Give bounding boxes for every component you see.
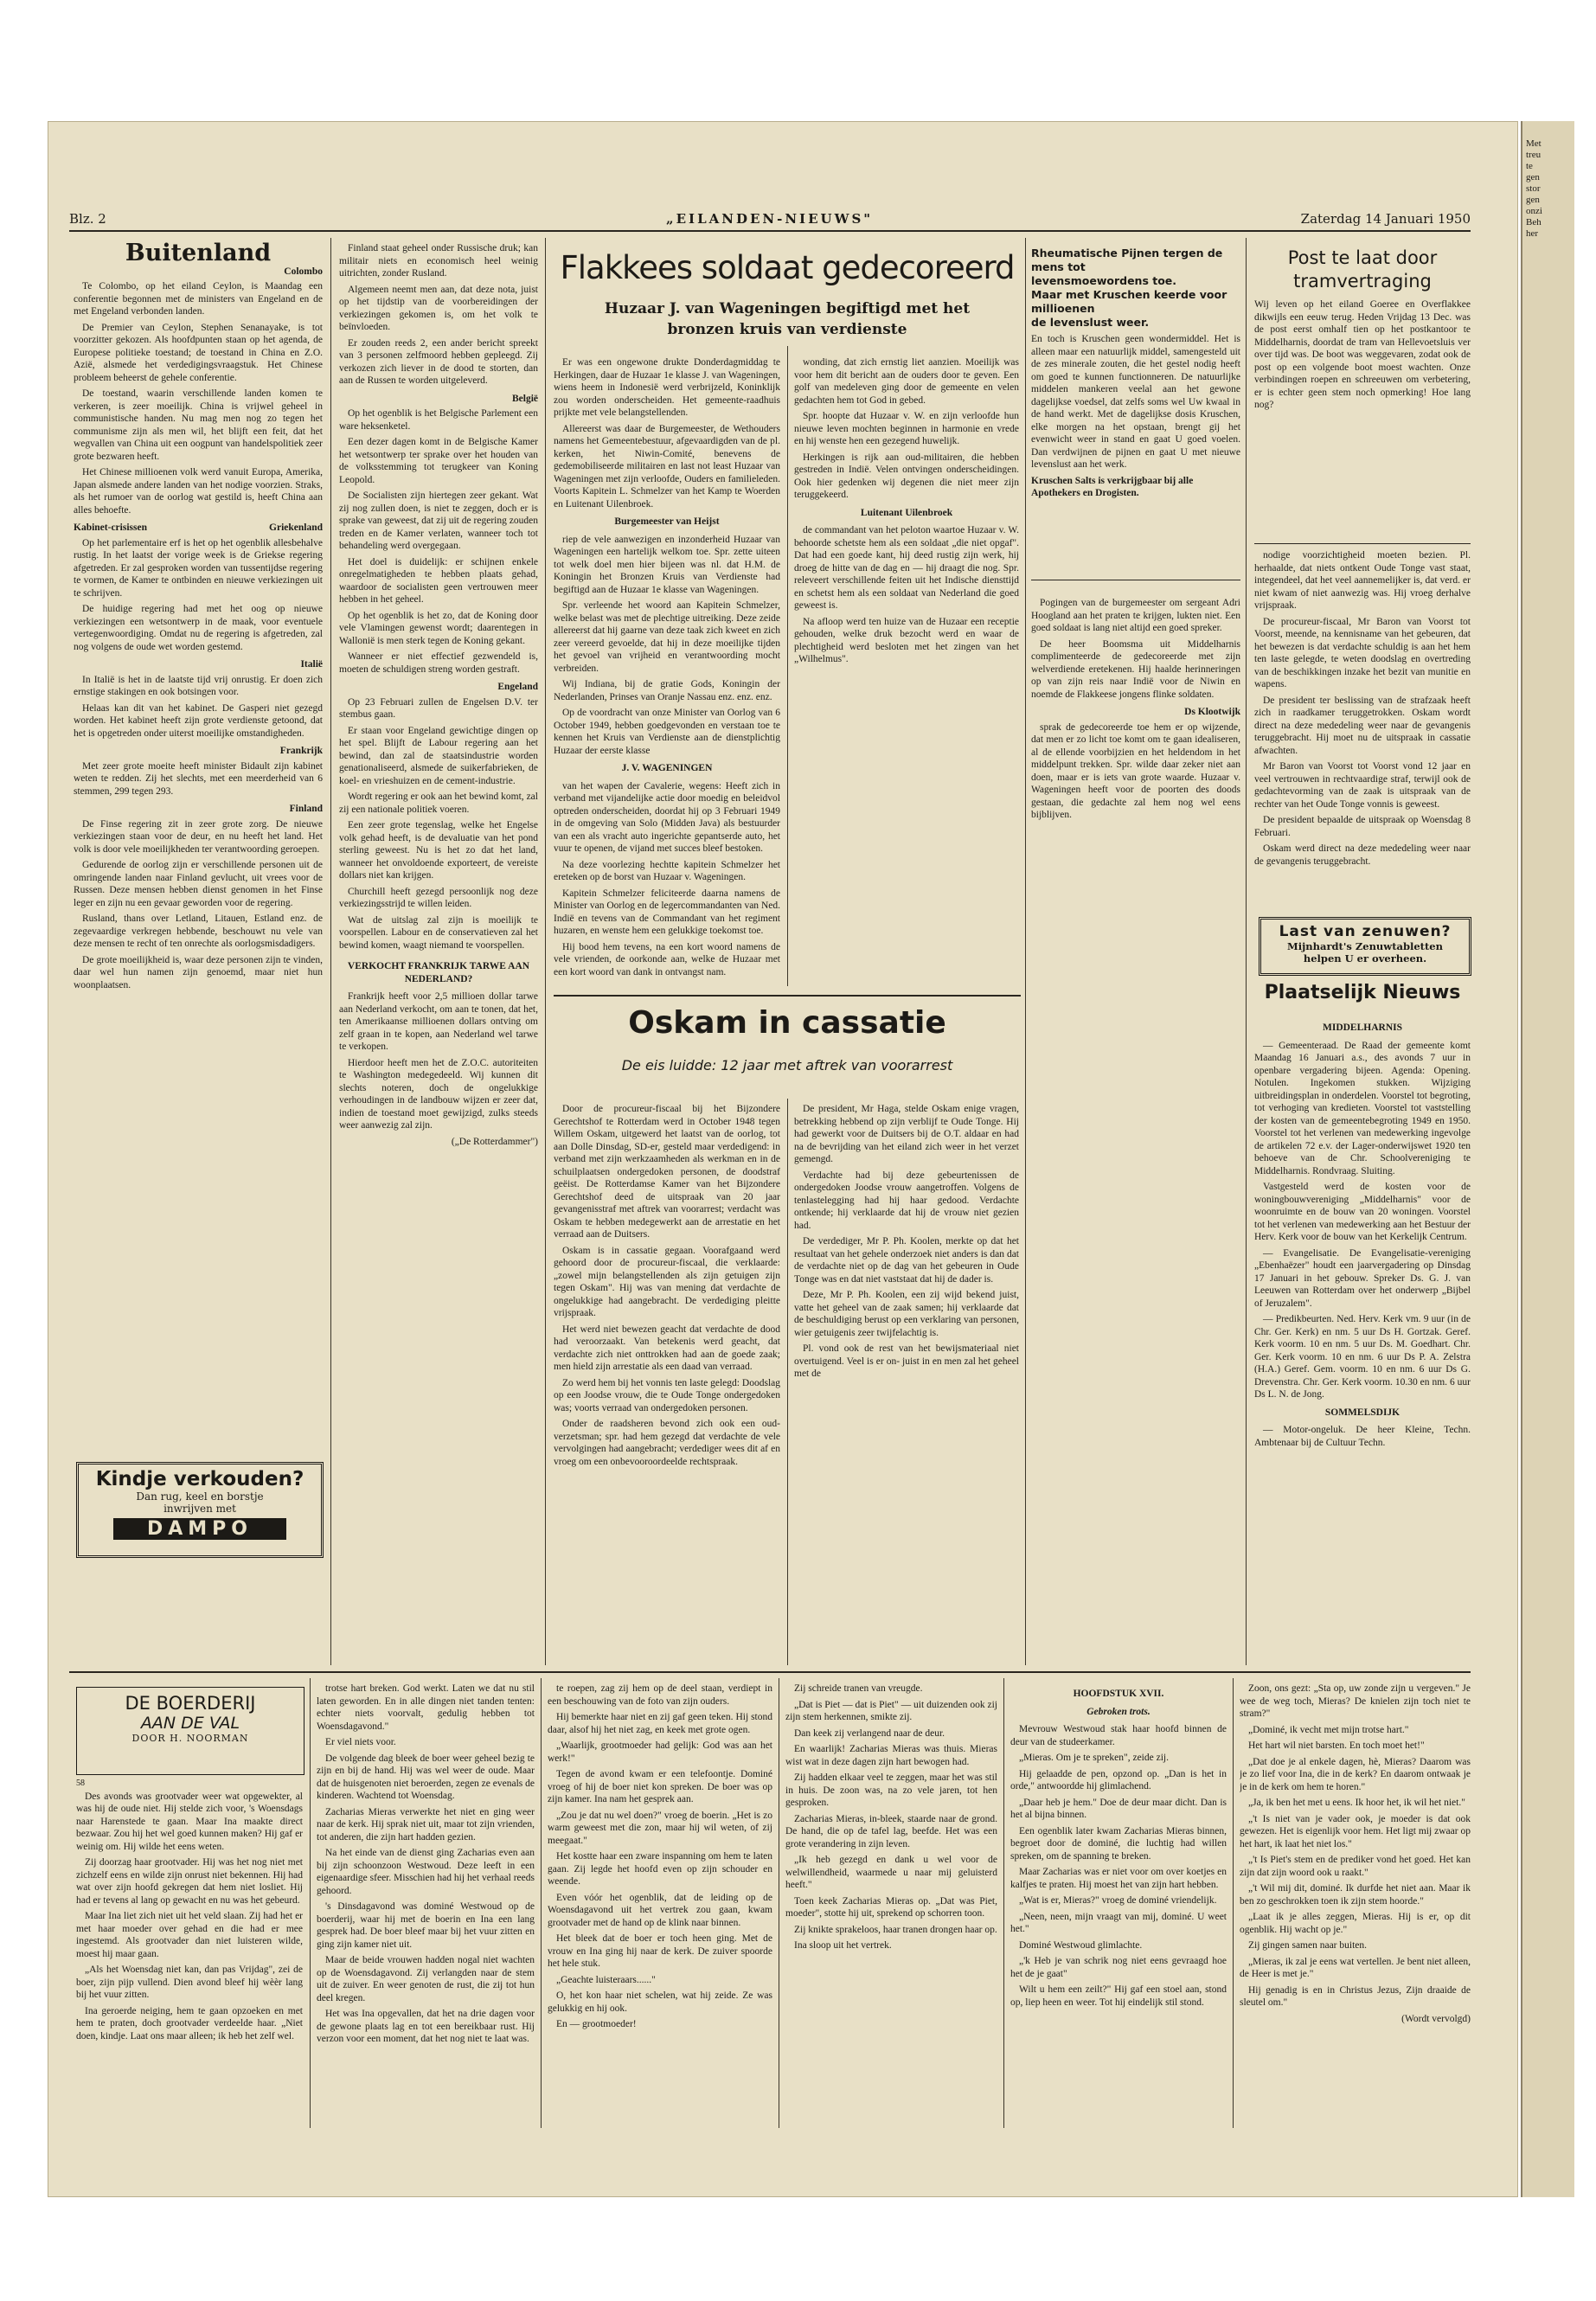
paragraph: Tegen de avond kwam er een telefoontje. Dominé vroeg of hij de boer niet kon spreken. De boer was op zijn kamer. Ina nam het gesprek aan. — [548, 1769, 772, 1804]
paragraph: „Zou je dat nu wel doen?" vroeg de boerin. „Het is zo warm geweest met die zon, maar hij wil weten, of zij meegaat." — [548, 1810, 772, 1846]
feuilleton-column-3 — [548, 1682, 772, 2128]
paragraph: Zacharias Mieras verwerkte het niet en ging weer naar de kerk. Hij sprak niet uit, maar tot zijn vrienden, tot anderen, die zijn hart hadden gezien. — [317, 1806, 535, 1843]
column-rule — [330, 238, 331, 1665]
subheading: J. V. WAGENINGEN — [621, 763, 713, 773]
paragraph: In Italië is het in de laatste tijd vrij onrustig. Er doen zich ernstige stakingen en ook botsingen voor. — [74, 674, 323, 697]
paragraph: Churchill heeft gezegd persoonlijk nog deze verkiezingsstrijd te willen leiden. — [339, 886, 538, 909]
column-rule — [1246, 238, 1247, 1665]
ad-headline: Kindje verkouden? — [95, 1468, 304, 1490]
paragraph: De huidige regering had met het oog op nieuwe verkiezingen een wetsontwerp in de maak, voor eventuele vertegenwoordiging. Omdat nu de regering is afgetreden, zal nog volgens de oude wet worden gestemd. — [74, 604, 323, 652]
paragraph: „Neen, neen, mijn vraagt van mij, dominé. U weet het." — [1010, 1911, 1227, 1934]
paragraph: Wij Indiana, bij de gratie Gods, Koningin der Nederlanden, Prinses van Oranje Nassau enz. enz. enz. — [554, 679, 780, 702]
paragraph: Dominé Westwoud glimlachte. — [1019, 1939, 1143, 1951]
mijnhardt-advertisement — [1259, 917, 1471, 976]
subheading: Burgemeester van Heijst — [614, 516, 720, 527]
paragraph: De Socialisten zijn hiertegen zeer gekant. Wat zij nog zullen doen, is niet te zeggen, doch er is sprake van geweest, dat zij uit de regering zouden treden en de Kamer verlaten, wanneer toch tot behandeling werd overgegaan. — [339, 490, 538, 551]
paragraph: Pl. vond ook de rest van het bewijsmateriaal niet overtuigend. Veel is er on- juist in en men zal het geheel met de — [794, 1343, 1019, 1379]
paragraph: „'k Heb je van schrik nog niet eens gevraagd hoe het de je gaat" — [1010, 1956, 1227, 1979]
paragraph: Op het ogenblik is het zo, dat de Koning door vele Vlamingen gewenst wordt; daarentegen in Wallonië is men sterk tegen de Koning gekant. — [339, 610, 538, 646]
paragraph: Dan keek zij verlangend naar de deur. — [794, 1727, 945, 1739]
paragraph: Op de voordracht van onze Minister van Oorlog van 6 October 1949, hebben goedgevonden en verstaan toe te kennen het Kruis van Verdienste aan de dienstplichtig Huzaar der eerste klasse — [554, 708, 780, 756]
adjacent-page-strip — [1521, 121, 1574, 2197]
paragraph: wonding, dat zich ernstig liet aanzien. Moeilijk was voor hem dit bericht aan de ouders door te geven. Een golf van medeleven ging door de gemeente en velen gedachten hem tot God in gebed. — [794, 357, 1019, 406]
town-heading: SOMMELSDIJK — [1324, 1407, 1401, 1418]
paragraph: De Finse regering zit in zeer grote zorg. De nieuwe verkiezingen staan voor de deur, en nu heeft het land. Het volk is door vele moeilijkheden ter verantwoording geroepen. — [74, 818, 323, 855]
paragraph: Maar de beide vrouwen hadden nogal niet wachten op de Woensdagavond. Zij verlangden naar de stem uit de zuiver. En weer genoten de rust, die zij tot hun deel kregen. — [317, 1955, 535, 2003]
chapter-subheading: Gebroken trots. — [1086, 1706, 1151, 1717]
paragraph: Het kostte haar een zware inspanning om hem te laten gaan. Zij legde het hoofd even op zijn schouder en weende. — [548, 1851, 772, 1887]
plaatselijk-column — [1254, 1016, 1471, 1665]
strip-word: treu — [1526, 150, 1542, 160]
paragraph: — Predikbeurten. Ned. Herv. Kerk vm. 9 uur (in de Chr. Ger. Kerk) en nm. 5 uur Ds H. Gortzak. Geref. Kerk voorm. 10 en nm. 5 uur Ds. M. Goedhart. Chr. Ger. Kerk voorm. 10 en nm. 6 uur Ds P. A. Zelstra (H.A.) Geref. Gem. voorm. 10 en nm. 6 uur Ds G. Drevenstra. Chr. Ger. Kerk voorm. 10.30 en nm. 6 uur Ds L. N. de Jong. — [1254, 1314, 1471, 1400]
paragraph: Deze, Mr P. Ph. Koolen, een zij wijd bekend juist, vatte het geheel van de zaak samen; hij verklaarde dat de beschuldiging berust op een verklaring van personen, wier getuigenis zeer twijfelachtig is. — [794, 1290, 1019, 1338]
column-rule — [1233, 1678, 1234, 2128]
paragraph: Op het parlementaire erf is het op het ogenblik allesbehalve rustig. In het laatst der vorige week is de Griekse regering afgetreden. Er zal gesproken worden van tussentijdse regering te vormen, de Kamer te ontbinden en nieuwe verkiezingen uit te schrijven. — [74, 537, 323, 599]
ad-brand: DAMPO — [113, 1518, 286, 1540]
column-rule — [787, 346, 788, 986]
feuilleton-column-2 — [317, 1682, 535, 2128]
feuilleton-header — [76, 1687, 304, 1775]
column-rule — [1025, 238, 1026, 1665]
paragraph: Zij knikte sprakeloos, haar tranen drongen haar op. — [794, 1924, 997, 1935]
paper-name: „EILANDEN-NIEUWS" — [666, 211, 874, 227]
paragraph: „'t Wil mij dit, dominé. Ik durfde het niet aan. Maar ik ben zo geschrokken toen ik zijn stem hoorde." — [1240, 1883, 1471, 1907]
paragraph: 's Dinsdagavond was dominé Westwoud op de boerderij, waar hij met de boerin en Ina een lang gesprek had. De boer bleef maar bij het vuur zitten en ging zijn kamer niet uit. — [317, 1901, 535, 1950]
paragraph: Na deze voorlezing hechtte kapitein Schmelzer het ereteken op de borst van Huzaar v. Wageningen. — [554, 859, 780, 882]
paragraph: Toen keek Zacharias Mieras op. „Dat was Piet, moeder", stotte hij uit, sprekend op schorren toon. — [785, 1895, 997, 1919]
credit: („De Rotterdammer") — [451, 1136, 538, 1147]
town-heading: MIDDELHARNIS — [1322, 1022, 1402, 1033]
feuilleton-column-4 — [785, 1682, 997, 2128]
paragraph: De toestand, waarin verschillende landen komen te verkeren, is zeer moeilijk. China is vrijwel geheel in communistische handen. Nu mag men nog zo tegen het communisme zijn als men wil, het blijft een feit, dat het wegvallen van China uit een oogpunt van handelspolitiek zeer grote bezwaren heeft. — [74, 388, 323, 462]
paragraph: Er was een ongewone drukte Donderdagmiddag te Herkingen, daar de Huzaar 1e klasse J. van Wageningen, wiens heem in Indonesië werd verbrijzeld, Koninklijk zou worden onderscheiden. Het gemeente-raadhuis prijkte met vele belangstellenden. — [554, 357, 780, 418]
subheadline-line: Huzaar J. van Wageningen begiftigd met het — [604, 300, 971, 317]
paragraph: Oskam werd direct na deze mededeling weer naar de gevangenis teruggebracht. — [1254, 843, 1471, 867]
subheading: Luitenant Uilenbroek — [860, 507, 953, 518]
feuilleton-title: AAN DE VAL — [140, 1714, 240, 1733]
strip-word: onzi — [1526, 206, 1542, 216]
dateline: Griekenland — [269, 522, 323, 533]
ad-footer: Kruschen Salts is verkrijgbaar bij alle Apothekers en Drogisten. — [1031, 475, 1194, 498]
oskam-column-2 — [794, 1103, 1019, 1663]
paragraph: De procureur-fiscaal, Mr Baron van Voorst tot Voorst, meende, na kennisname van het gebeuren, dat het bewezen is dat verdachte schuldig is aan het hem ten laste gelegde, te weten doodslag en overtreding van de beschikkingen inzake het bezit van munitie en wapens. — [1254, 616, 1471, 689]
ad-line: helpen U er overheen. — [1303, 952, 1427, 965]
paragraph: Mr Baron van Voorst tot Voorst vond 12 jaar en veel vertrouwen in rechtvaardige straf, terwijl ook de gedachtevorming van de zaak is uitspraak van de rechter van het Oude Tonge vonnis is geweest. — [1254, 761, 1471, 810]
dateline: Colombo — [284, 266, 323, 277]
page-number: Blz. 2 — [69, 211, 106, 227]
paragraph: Vastgesteld werd de kosten voor de woningbouwvereniging „Middelharnis" voor de woonruimte en de bouw van 20 woningen. Voorstel tot het verlenen van medewerking aan het Bestuur der Herv. Kerk voor de bouw van het Kerkelijk Centrum. — [1254, 1182, 1471, 1242]
chapter-number: 58 — [76, 1779, 85, 1788]
paragraph: Na het einde van de dienst ging Zacharias even aan bij zijn schoonzoon Westwoud. Deze leeft in een eigenaardige sfeer. Misschien had hij het verhaal reeds gehoord. — [317, 1848, 535, 1896]
paragraph: Het hart wil niet barsten. En toch moet het!" — [1248, 1740, 1425, 1751]
paragraph: Zo werd hem bij het vonnis ten laste gelegd: Doodslag op een Joodse vrouw, die te Oude Tonge ondergedoken was; voorts verraad van ondergedoken personen. — [554, 1377, 780, 1413]
paragraph: De president bepaalde de uitspraak op Woensdag 8 Februari. — [1254, 815, 1471, 838]
paragraph: Ina sloop uit het vertrek. — [794, 1940, 892, 1951]
paragraph: „Geachte luisteraars......" — [556, 1974, 656, 1985]
paragraph: „Daar heb je hem." Doe de deur maar dicht. Dan is het al bijna binnen. — [1010, 1797, 1227, 1820]
paragraph: De volgende dag bleek de boer weer geheel bezig te zijn en bij de hand. Hij was wel weer de oude. Maar dat de huisgenoten niet beroerden, zegen ze evenals de kinderen. Wachtend tot Woensdag. — [317, 1753, 535, 1801]
oskam-column-1 — [554, 1103, 780, 1663]
paragraph: De heer Boomsma uit Middelharnis complimenteerde de gedecoreerde met zijn welverdiende eretekenen. Hij haalde herinneringen op van zijn reis naar Indië voor de Niwin en noemde de Flakkeese jongens flinke soldaten. — [1031, 638, 1240, 700]
paragraph: Allereerst was daar de Burgemeester, de Wethouders namens het Gemeentebestuur, afgevaardigden van de pl. kerken, het Niwin-Comité, benevens de gedemobiliseerde militairen en last not least Huzaar van Wageningen met zijn verloofde, Ouders en familieleden. Voorts Kapitein L. Schmelzer van het Kamp te Woerden en Luitenant Uilenbroek. — [554, 423, 780, 510]
paragraph: van het wapen der Cavalerie, wegens: Heeft zich in verband met vijandelijke actie door moedig en beleidvol optreden onderscheiden, doordat hij op 3 Februari 1949 in de omgeving van Solo (Midden Java) als bestuurder van een als vracht auto ingerichte gepantserde auto, het vuur te openen, de vijand met succes bleef bestoken. — [554, 780, 780, 854]
paragraph: „Als het Woensdag niet kan, dan pas Vrijdag", zei de boer, zijn pijp vullend. Dien avond bleef hij wèèr lang bij het vuur zitten. — [76, 1965, 303, 2000]
dateline: België — [511, 393, 538, 404]
paragraph: En — grootmoeder! — [556, 2019, 637, 2029]
section-rule — [554, 995, 1021, 997]
section-rule — [69, 1671, 1471, 1673]
subheading: Kabinet-crisissen — [74, 522, 147, 533]
paragraph: Spr. verleende het woord aan Kapitein Schmelzer, welke belast was met de plechtige uitreiking. Deze zeide allereerst dat hij gaarne van deze taak zich kweet en zich zeer vereerd gevoelde, dat hij in deze moeilijke tijden het gevoel van vrijheid en verantwoording mocht verbreiden. — [554, 600, 780, 674]
section-title: Plaatselijk Nieuws — [1264, 982, 1461, 1003]
issue-date: Zaterdag 14 Januari 1950 — [1300, 211, 1471, 227]
feuilleton-title: DE BOERDERIJ — [125, 1693, 256, 1714]
ad-title-line: Rheumatische Pijnen tergen de mens tot — [1031, 247, 1223, 273]
paragraph: „Laat ik je alles zeggen, Mieras. Hij is er, op dit ogenblik. Hij wacht op je." — [1240, 1912, 1471, 1935]
paragraph: sprak de gedecoreerde toe hem er op wijzende, dat men er zo licht toe komt om te gaan idealiseren, al de ellende voorbijzien en het heldendom in het middelpunt trekken. Spr. wilde daar zeker niet aan doen, maar er is iets van grote waarde. Huzaar v. Wageningen heeft voor de poorten des doods gestaan, die gedachte zal hem nog wel eens bijblijven. — [1031, 721, 1240, 820]
paragraph: de commandant van het peloton waartoe Huzaar v. W. behoorde schetste hem als een soldaat „die niet opgaf". Dat had een goede kant, hij deed rustig zijn werk, hij droeg de hitte van de dag en — hij draagt die nog. Spr. releveert verschillende feiten uit het Indische diensttijd en schetst hem als een soldaat van Nederland die goed geweest is. — [794, 525, 1019, 611]
paragraph: Pogingen van de burgemeester om sergeant Adri Hoogland aan het praten te krijgen, lukten niet. Een goed soldaat is lang niet altijd een goed spreker. — [1031, 598, 1240, 633]
paragraph: De verdediger, Mr P. Ph. Koolen, merkte op dat het resultaat van het gehele onderzoek niet anders is dan dat de verdachte niet op de dag van het gebeuren in Oude Tonge was en dat niet vaststaat dat hij de dader is. — [794, 1236, 1019, 1285]
paragraph: „'t Is Piet's stem en de prediker vond het goed. Het kan zijn dat zijn woord ook u raakt." — [1240, 1855, 1471, 1878]
headline: Flakkees soldaat gedecoreerd — [560, 249, 1015, 286]
paragraph: te roepen, zag zij hem op de deel staan, verdiept in een beschouwing van de foto van zijn ouders. — [548, 1683, 772, 1707]
paragraph: nodige voorzichtigheid moeten bezien. Pl. herhaalde, dat niets ontkent Oude Tonge vast staat, integendeel, dat het veel aannemelijker is, dat verd. er niet kwam of niet aanwezig was. Hij vroeg derhalve vrijspraak. — [1254, 550, 1471, 611]
paragraph: „Dat doe je al enkele dagen, hè, Mieras? Daarom was je zo lief voor Ina, die in de kerk? En daarom ontwaak je je in de kerk om hem te horen." — [1240, 1756, 1471, 1792]
ad-body: En toch is Kruschen geen wondermiddel. Het is alleen maar een natuurlijk middel, samengesteld uit de zes minerale zouten, die het gestel nodig heeft om goed te kunnen functionneren. De natuurlijke middelen mankeren veelal aan het gewone dagelijkse voedsel, dat zelfs soms wel Uw kwaal in de hand werkt. Met de dagelijkse dosis Kruschen, elke morgen na het opstaan, brengt gij het evenwicht weer in stand en gaat U goed voelen. Dan verdwijnen de pijnen en gaat U met nieuwe levenslust aan het werk. — [1031, 334, 1240, 470]
paragraph: Een dezer dagen komt in de Belgische Kamer het wetsontwerp ter sprake over het houden van de volksstemming tot terugkeer van Koning Leopold. — [339, 437, 538, 485]
ad-line: Mijnhardt's Zenuwtabletten — [1287, 940, 1443, 952]
paragraph: Hij bemerkte haar niet en zij gaf geen teken. Hij stond daar, alsof hij het niet zag, en keek met grote ogen. — [548, 1712, 772, 1735]
paragraph: Hij gelaadde de pen, opzond op. „Dan is het in orde," antwoordde hij glimlachend. — [1010, 1768, 1227, 1791]
section-rule — [1254, 543, 1471, 544]
paragraph: Algemeen neemt men aan, dat deze nota, juist op het tijdstip van de voorbereidingen der verkiezingen gekomen is, om het volk te beïnvloeden. — [339, 284, 538, 332]
paragraph: Hij bood hem tevens, na een kort woord namens de vele vrienden, de oorkonde aan, welke de Huzaar met een kort woord van dank in ontvangst nam. — [554, 941, 780, 977]
feuilleton-author: DOOR H. NOORMAN — [131, 1733, 249, 1744]
strip-word: her — [1526, 228, 1539, 239]
paragraph: Wat de uitslag zal zijn is moeilijk te voorspellen. Labour en de conservatieven zal het bewind komen, waagt niemand te voorspellen. — [339, 914, 538, 951]
column-6 — [1254, 549, 1471, 904]
paragraph: Oskam is in cassatie gegaan. Voorafgaand werd gehoord door de procureur-fiscaal, die verklaarde: „zowel mijn belangstellenden als zijn getuigen zijn tegen Oskam". Hij was van mening dat verdachte de ongelukkige had aangebracht. De verdediging pleitte vrijspraak. — [554, 1245, 780, 1318]
paragraph: De Premier van Ceylon, Stephen Senanayake, is tot voorzitter gekozen. Als hoofdpunten staan op het agenda, de Europese politieke toestand; de toestand in China en Z.O. Azië, alsmede het verdedigingsvraagstuk. Het Chinese probleem beheerst de gehele conferentie. — [74, 322, 323, 383]
column-rule — [541, 1678, 542, 2128]
buitenland-column — [74, 242, 323, 1445]
paragraph: Het Chinese millioenen volk werd vanuit Europa, Amerika, Japan alsmede andere landen van het nodige voorzien. Straks, als het rumoer van de oorlog wat gestild is, heeft China aan alles behoefte. — [74, 467, 323, 516]
to-be-continued: (Wordt vervolgd) — [1401, 2013, 1471, 2024]
paragraph: Ina geroerde neiging, hem te gaan opzoeken en met hem te praten, doch grootvader verdeelde haar. „Niet doen, kindje. Laat ons maar alleen; ik heb het zelf wel. — [76, 2005, 303, 2041]
paragraph: Maar Zacharias was er niet voor om over koetjes en kalfjes te praten. Hij moest het van zijn hart hebben. — [1010, 1867, 1227, 1890]
feuilleton-column-5 — [1010, 1682, 1227, 2128]
paragraph: Verdachte had bij deze gebeurtenissen de ondergedoken Joodse vrouw aangetroffen. Volgens de tenlastelegging had hij haar gedood. Verdachte ontkende; hij verklaarde dat hij de vrouw niet gezien had. — [794, 1170, 1019, 1231]
paragraph: Des avonds was grootvader weer wat opgewekter, al was hij de oude niet. Hij stelde zich voor, 's Woensdags naar Harenstede te gaan. Maar Ina maakte direct bezwaar. Zou hij het wel goed kunnen maken? Hij gaf er weinig om. Hij wilde het eens weten. — [76, 1791, 303, 1852]
column-rule — [1003, 1678, 1004, 2128]
paragraph: Gedurende de oorlog zijn er verschillende personen uit de omringende landen naar Finland gevlucht, uit vrees voor de Russen. Deze mensen hebben dienst genomen in het Finse leger en zijn nu een gevaar geworden voor de regering. — [74, 860, 323, 908]
ad-title-line: Maar met Kruschen keerde voor millioenen — [1031, 288, 1227, 315]
paragraph: Zacharias Mieras, in-bleek, staarde naar de grond. De hand, die op de tafel lag, beefde. Het was een grote verandering in zijn leven. — [785, 1813, 997, 1849]
flakkee-column-1 — [554, 356, 780, 984]
paragraph: Herkingen is rijk aan oud-militairen, die hebben gestreden in Indië. Velen ontvingen onderscheidingen. Ook hier gedenken wij degenen die niet meer zijn teruggekeerd. — [794, 452, 1019, 500]
post-article — [1254, 247, 1471, 523]
paragraph: Maar Ina liet zich niet uit het veld slaan. Zij had het er met haar moeder over gehad en die had er mee ingestemd. Als grootvader dan niet luisteren wilde, moest hij maar gaan. — [76, 1911, 303, 1959]
paragraph: Het bleek dat de boer er toch heen ging. Met de vrouw en Ina ging hij naar de kerk. De zuiver spoorde het hele stuk. — [548, 1933, 772, 1969]
column-5 — [1031, 597, 1240, 982]
subheadline — [554, 298, 1021, 340]
paragraph: Er viel niets voor. — [325, 1737, 396, 1747]
paragraph: En waarlijk! Zacharias Mieras was thuis. Mieras wist wat in deze dagen zijn hart bewogen had. — [785, 1744, 997, 1767]
paragraph: Zij gingen samen naar buiten. — [1248, 1940, 1368, 1951]
paragraph: Wanneer er niet effectief gezwendeld is, moeten de schuldigen streng worden gestraft. — [339, 651, 538, 675]
paragraph: Op het ogenblik is het Belgische Parlement een ware heksenketel. — [339, 408, 538, 432]
flakkee-column-2 — [794, 356, 1019, 984]
strip-word: gen — [1526, 172, 1540, 183]
paragraph: Hierdoor heeft men het de Z.O.C. autoriteiten te Washington medegedeeld. Wij kunnen dit slechts noteren, doch de ongelukkige verhoudingen in de landbouw wijzen er zeer dat, indien de toestand moet gewijzigd, zulks steeds weer aanwezig zal zijn. — [339, 1057, 538, 1131]
subheading: VERKOCHT FRANKRIJK TARWE AAN NEDERLAND? — [347, 961, 530, 984]
paragraph: „Ja, ik ben het met u eens. Ik hoor het, ik wil het niet." — [1248, 1798, 1465, 1808]
ad-line: inwrijven met — [163, 1503, 236, 1515]
paragraph: Na afloop werd ten huize van de Huzaar een receptie gehouden, welke druk bezocht werd en waar de plechtigheid werd besloten met het zingen van het „Wilhelmus". — [794, 616, 1019, 664]
paragraph: Mevrouw Westwoud stak haar hoofd binnen de deur van de studeerkamer. — [1010, 1724, 1227, 1747]
paragraph: — Evangelisatie. De Evangelisatie-vereniging „Ebenhaëzer" houdt een jaarvergadering op Dinsdag 17 Januari in het gebouw. Spreker Ds. G. J. van Leeuwen van Rotterdam over het onderwerp „Bijbel of Jeruzalem". — [1254, 1247, 1471, 1309]
paragraph: Met zeer grote moeite heeft minister Bidault zijn kabinet weten te redden. Zij het slechts, met een meerderheid van 6 stemmen, 299 tegen 293. — [74, 760, 323, 797]
paragraph: Zij hadden elkaar veel te zeggen, maar het was stil in huis. De zoon was, na zo vele jaren, tot hen gesproken. — [785, 1772, 997, 1808]
column-rule — [787, 1099, 788, 1665]
paragraph: Zij doorzag haar grootvader. Hij was het nog niet met zichzelf eens en wilde zijn onrust niet bekennen. Hij had wat over zijn hoofd gekregen dat hem niet losliet. Hij had er tevens al lang op gewacht en nu was het gebeurd. — [76, 1857, 303, 1906]
chapter-heading: HOOFDSTUK XVII. — [1073, 1689, 1164, 1699]
section-title: Buitenland — [125, 242, 272, 266]
ad-headline: Last van zenuwen? — [1279, 923, 1452, 940]
ad-title-line: de levenslust weer. — [1031, 316, 1150, 329]
paragraph: „Ik heb gezegd en dank u wel voor de welwillendheid, waarmede u naar mij geluisterd heeft." — [785, 1855, 997, 1890]
strip-word: te — [1526, 161, 1533, 171]
paragraph: Wilt u hem een zeilt?" Hij gaf een stoel aan, stond op, liep heen en weer. Tot hij eindelijk stil stond. — [1010, 1984, 1227, 2008]
feuilleton-column-1 — [76, 1778, 303, 2128]
paragraph: Hij genadig is en in Christus Jezus, Zijn draaide de sleutel om." — [1240, 1984, 1471, 2008]
oskam-subheadline: De eis luidde: 12 jaar met aftrek van voorarrest — [621, 1057, 953, 1074]
strip-word: stor — [1526, 183, 1541, 194]
paragraph: „Mieras, ik zal je eens wat vertellen. Je bent niet alleen, de Heer is met je." — [1240, 1956, 1471, 1979]
paragraph: „Dat is Piet — dat is Piet" — uit duizenden ook zij zijn stem herkennen, smikte zij. — [785, 1699, 997, 1722]
dampo-advertisement — [76, 1462, 324, 1558]
paragraph: — Gemeenteraad. De Raad der gemeente komt Maandag 16 Januari a.s., des avonds 7 uur in openbare vergadering bijeen. Agenda: Opening. Notulen. Ingekomen stukken. Wijziging uitbreidingsplan in onderdelen. Voorstel tot begroting, tot verhoging van kredieten. Voorstel tot vaststelling der kosten van de gemeentebegroting 1949 en 1950. Voorstel tot het verlenen van medewerking ingevolge de artikelen 72 e.v. der Lager-onderwijswet 1920 ten behoeve van de Chr. Schoolvereniging te Middelharnis. Rondvraag. Sluiting. — [1254, 1040, 1471, 1176]
paragraph: De president ter beslissing van de strafzaak heeft zich in raadkamer teruggetrokken. Oskam wordt direct na deze mededeling weer naar de gevangenis teruggebracht. Hij moet nu de uitspraak in cassatie afwachten. — [1254, 695, 1471, 756]
paragraph: Het werd niet bewezen geacht dat verdachte de dood had veroorzaakt. Van betekenis werd geacht, dat verdachte zich niet onttrokken had aan de goede zaak; men hield zijn arrestatie als een daad van verraad. — [554, 1324, 780, 1372]
paragraph: Frankrijk heeft voor 2,5 millioen dollar tarwe aan Nederland verkocht, om aan te tonen, dat het, ten Amerikaanse millioenen dollars ontving om zelf graan in te kopen, aan Nederland wel tarwe te verkopen. — [339, 991, 538, 1052]
article-title: Post te laat door tramvertraging — [1287, 247, 1438, 292]
column-rule — [545, 238, 546, 1665]
paragraph: Er staan voor Engeland gewichtige dingen op het spel. Blijft de Labour regering aan het bewind, dan zal de staatsindustrie worden genationaliseerd, alsmede de suikerfabrieken, de koel- en vrieshuizen en de cement-industrie. — [339, 725, 538, 786]
masthead — [69, 209, 1471, 232]
paragraph: Zoon, ons gezt: „Sta op, uw zonde zijn u vergeven." Je wee de weg toch, Mieras? De knielen zijn toch niet te stram?" — [1240, 1683, 1471, 1719]
paragraph: „Wat is er, Mieras?" vroeg de dominé vriendelijk. — [1019, 1895, 1217, 1906]
ad-title-line: levensmoewordens toe. — [1031, 274, 1177, 287]
column-rule — [310, 1678, 311, 2128]
paragraph: Onder de raadsheren bevond zich ook een oud-verzetsman; spr. had hem gezegd dat verdachte de vele vervolgingen had aangebracht; verdediger wees dit af en vroeg om een onbevooroordeelde rechtspraak. — [554, 1419, 780, 1467]
ad-line: Dan rug, keel en borstje — [136, 1490, 264, 1503]
paragraph: „Dominé, ik vecht met mijn trotse hart." — [1248, 1724, 1409, 1735]
paragraph: Er zouden reeds 2, een ander bericht spreekt van 3 personen zelfmoord hebben gepleegd. Zij verkozen zich liever in de dood te storten, dan aan de Russen te worden uitgeleverd. — [339, 337, 538, 386]
paragraph: riep de vele aanwezigen en inzonderheid Huzaar van Wageningen een hartelijk welkom toe. Spr. zette uiteen tot welk doel men hier bijeen was nl. dat H.M. de Koningin het Bronzen Kruis van Verdienste had begiftigd aan de Huzaar 1e klasse van Wageningen. — [554, 534, 780, 595]
subheadline-line: bronzen kruis van verdienste — [667, 321, 907, 338]
paragraph: „Mieras. Om je te spreken", zeide zij. — [1019, 1753, 1169, 1763]
paragraph: Spr. hoopte dat Huzaar v. W. en zijn verloofde hun nieuwe leven mochten beginnen in harmonie en vrede en hij wenste hen een gezegend huwelijk. — [794, 411, 1019, 446]
kruschen-advertisement — [1031, 247, 1240, 567]
article-body: Wij leven op het eiland Goeree en Overflakkee dikwijls een eeuw terug. Heden Vrijdag 13 Dec. was de post eerst omhalf tien op het postkantoor te Middelharnis, doordat de tram van Hellevoetsluis ver over tijd was. De boot was weggevaren, zodat ook de post op een volgende boot moest wachten. Onze verbindingen roepen en schreeuwen om verbetering, er is echter geen stem noch opmerking! Hoe lang nog? — [1254, 299, 1471, 410]
paragraph: Wordt regering er ook aan het bewind komt, zal zij een nationale politiek voeren. — [339, 792, 538, 815]
paragraph: Een zeer grote tegenslag, welke het Engelse volk gehad heeft, is de devaluatie van het pond sterling geweest. Nu is het zo dat het land, wanneer het onvoldoende exporteert, de vereiste dollars niet kan krijgen. — [339, 820, 538, 881]
oskam-headline: Oskam in cassatie — [628, 1005, 946, 1041]
paragraph: „Waarlijk, grootmoeder had gelijk: God was aan het werk!" — [548, 1740, 772, 1764]
strip-word: Met — [1526, 138, 1542, 149]
paragraph: Op 23 Februari zullen de Engelsen D.V. ter stembus gaan. — [339, 696, 538, 720]
paragraph: Rusland, thans over Letland, Litauen, Estland enz. de zegevaardige verkregen hebbende, beschouwt nu vele van deze mensen te recht of ten onrechte als oorlogsmisdadigers. — [74, 913, 323, 949]
paragraph: Even vóór het ogenblik, dat de leiding op de Woensdagavond uit het vertrek zou gaan, kwam grootvader met de hand op de klink naar binnen. — [548, 1892, 772, 1928]
dateline: Frankrijk — [279, 746, 323, 756]
paragraph: trotse hart breken. God werkt. Laten we dat nu stil laten geworden. En in alle dingen niet tanden tenten: echter niets voorvalt, gedulig hebben tot Woensdagavond." — [317, 1683, 535, 1732]
dateline: Italië — [300, 659, 323, 670]
strip-word: Beh — [1526, 217, 1542, 228]
paragraph: Het was Ina opgevallen, dat het na drie dagen voor de gewone plaats lag en tot een bereikbaar rust. Hij verzon voor een moment, dat het nog niet te laat was. — [317, 2009, 535, 2044]
paragraph: O, het kon haar niet schelen, wat hij zeide. Ze was gelukkig en hij ook. — [548, 1990, 772, 2014]
paragraph: — Motor-ongeluk. De heer Kleine, Techn. Ambtenaar bij de Cultuur Techn. — [1254, 1425, 1471, 1448]
paragraph: Een ogenblik later kwam Zacharias Mieras binnen, begroet door de dominé, die luchtig had willen spreken, om de spanning te breken. — [1010, 1825, 1227, 1862]
paragraph: Finland staat geheel onder Russische druk; kan militair niets en economisch heel weinig uitrichten, zonder Rusland. — [339, 243, 538, 279]
paragraph: Zij schreide tranen van vreugde. — [794, 1683, 923, 1694]
subheading: Ds Klootwijk — [1184, 707, 1240, 717]
paragraph: Helaas kan dit van het kabinet. De Gasperi niet gezegd worden. Het kabinet heeft zijn grote verdienste getoond, dat het is opgetreden onder uiterst moeilijke omstandigheden. — [74, 702, 323, 739]
paragraph: De president, Mr Haga, stelde Oskam enige vragen, betrekking hebbend op zijn verblijf te Oude Tonge. Hij had gewerkt voor de Duitsers bij de O.T. aldaar en had na de bevrijding van het eiland zich weer in het verzet gemengd. — [794, 1104, 1019, 1164]
paragraph: Het doel is duidelijk: er schijnen enkele onregelmatigheden te hebben plaats gehad, waardoor de socialisten geen vertrouwen meer hebben in het geheel. — [339, 556, 538, 605]
dateline: Finland — [289, 804, 323, 814]
feuilleton-column-6 — [1240, 1682, 1471, 2128]
paragraph: „'t Is niet van je vader ook, je moeder is dat ook gewezen. Het is eigenlijk voor hem. Het ligt mij zwaar op het hart, ik laat het niet los." — [1240, 1813, 1471, 1849]
paragraph: Door de procureur-fiscaal bij het Bijzondere Gerechtshof te Rotterdam werd in October 1948 tegen Willem Oskam, uitgewerd het laatst van de oorlog, tot aan Dolle Dinsdag, SD-er, gesteld maar verdedigend: in verband met zijn werkzaamheden als werkman en in de schuilplaatsen ondergedoken personen, de doodstraf geëist. De Rotterdamse Kamer van het Bijzondere Gerechtshof deed de uitspraak van 20 jaar gevangenisstraf met aftrek van voorarrest; verdacht was Oskam te hebben medegewerkt aan de arrestatie en het verraad aan de Duitsers. — [554, 1104, 780, 1240]
column-2 — [339, 242, 538, 1661]
paragraph: Te Colombo, op het eiland Ceylon, is Maandag een conferentie begonnen met de ministers van Engeland en de met Engeland verbonden landen. — [74, 281, 323, 317]
paragraph: De grote moeilijkheid is, waar deze personen zijn te vinden, daar wel hun namen zijn genoemd, maar niet hun woonplaatsen. — [74, 954, 323, 990]
paragraph: Kapitein Schmelzer feliciteerde daarna namens de Minister van Oorlog en de legercommandanten van Ned. Indië en tevens van de Commandant van het regiment huzaren, en wenste hem een gelukkige toekomst toe. — [554, 888, 780, 936]
strip-word: gen — [1526, 195, 1540, 205]
dateline: Engeland — [497, 682, 538, 692]
